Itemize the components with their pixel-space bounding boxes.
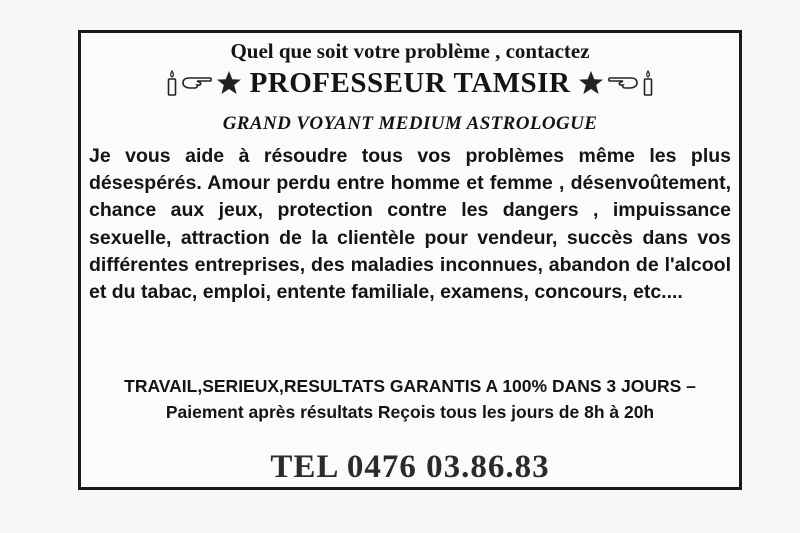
name-row (81, 65, 739, 101)
services-text: Je vous aide à résoudre tous vos problèmes même les plus désespérés. Amour perdu entre homme et femme , désenvoûtement, chance aux jeux, protection contre les dangers , impuissance sexuelle, attraction de la clientèle pour vendeur, succès dans vos différentes entreprises, des maladies inconnues, abandon de l'alcool et du tabac, emploi, entente familiale, examens, concours, etc.... (89, 145, 731, 304)
pointing-hand-icon (608, 74, 638, 92)
business-card (78, 30, 742, 490)
candle-icon (166, 70, 178, 96)
pointing-hand-icon (182, 74, 212, 92)
phone-number: TEL 0476 03.86.83 (270, 449, 550, 485)
left-decoration (166, 70, 242, 96)
star-icon (216, 70, 242, 96)
subtitle: GRAND VOYANT MEDIUM ASTROLOGUE (222, 113, 598, 134)
guarantee-text: TRAVAIL,SERIEUX,RESULTATS GARANTIS A 100% DANS 3 JOURS – Paiement après résultats Reçois tous les jours de 8h à 20h (124, 376, 696, 422)
professor-name: PROFESSEUR TAMSIR (249, 66, 571, 99)
right-decoration (578, 70, 654, 96)
star-icon (578, 70, 604, 96)
candle-icon (642, 70, 654, 96)
card-header: Quel que soit votre problème , contactez (230, 39, 590, 63)
